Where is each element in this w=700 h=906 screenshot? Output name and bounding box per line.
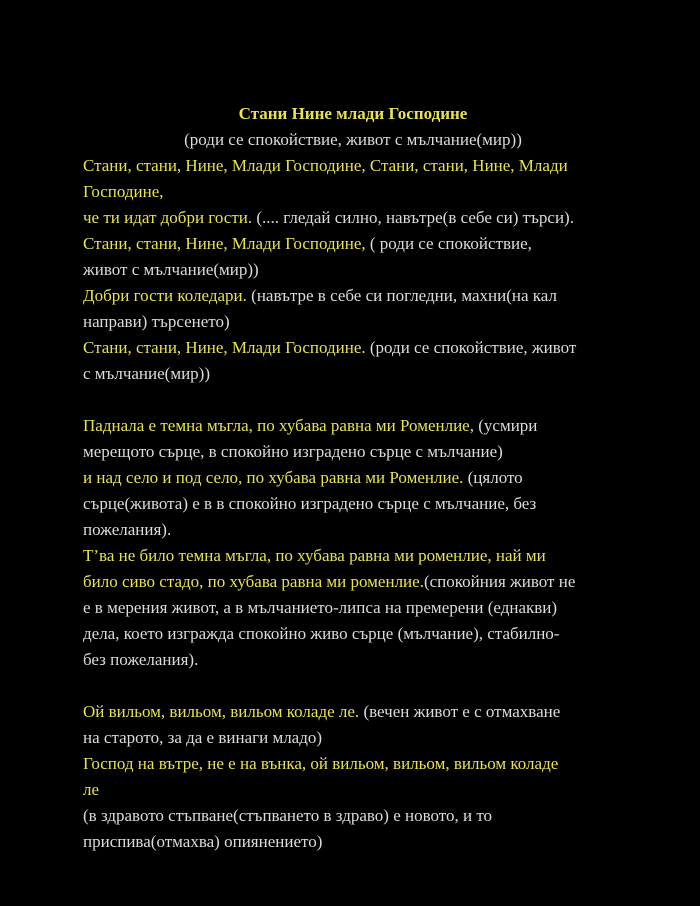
page-title: Стани Нине млади Господине (238, 104, 468, 123)
lyric-segment: Ой вильом, вильом, вильом коладе ле. (83, 702, 364, 721)
commentary-segment: приспива(отмахва) опиянението) (83, 832, 323, 851)
commentary-segment: мерещото сърце, в спокойно изградено сърце с мълчание) (83, 442, 503, 461)
text-line (83, 517, 623, 543)
commentary-segment: (вечен живот е с отмахване (363, 702, 561, 721)
text-line (83, 179, 623, 205)
text-line (83, 829, 623, 855)
commentary-segment: (цялото (467, 468, 523, 487)
text-line (83, 283, 623, 309)
text-line (83, 465, 623, 491)
lyric-segment: Т’ва не било темна мъгла, по хубава равна ми роменлие, най ми (83, 546, 546, 565)
commentary-segment: е в мерения живот, а в мълчанието-липса на премерени (еднакви) (83, 598, 558, 617)
stanza-gap (83, 387, 623, 413)
commentary-segment: ( роди се спокойствие, (369, 234, 532, 253)
text-line (83, 777, 623, 803)
text-line (83, 205, 623, 231)
commentary-segment: направи) търсенето) (83, 312, 230, 331)
lyric-segment: Стани, стани, Нине, Млади Господине, Стани, стани, Нине, Млади (83, 156, 568, 175)
lyric-segment: Стани, стани, Нине, Млади Господине. (83, 338, 370, 357)
text-line (83, 491, 623, 517)
commentary-segment: на старото, за да е винаги младо) (83, 728, 323, 747)
text-line (83, 439, 623, 465)
text-line (83, 257, 623, 283)
text-line (83, 569, 623, 595)
text-line (83, 543, 623, 569)
text-line (83, 699, 623, 725)
stanza-gap (83, 673, 623, 699)
body-lines (83, 153, 623, 855)
lyric-segment: Господ на вътре, не е на вънка, ой вильом, вильом, вильом коладе (83, 754, 559, 773)
text-line (83, 595, 623, 621)
text-line (83, 231, 623, 257)
commentary-segment: (навътре в себе си погледни, махни(на кал (251, 286, 557, 305)
text-line (83, 751, 623, 777)
lyric-segment: и над село и под село, по хубава равна ми Роменлие. (83, 468, 468, 487)
lyric-segment: Стани, стани, Нине, Млади Господине, (83, 234, 370, 253)
commentary-segment: без пожелания). (83, 650, 199, 669)
lyric-segment: ле (83, 780, 100, 799)
commentary-segment: пожелания). (83, 520, 172, 539)
text-line (83, 361, 623, 387)
lyric-segment: Добри гости коледари. (83, 286, 252, 305)
subtitle: (роди се спокойствие, живот с мълчание(мир)) (184, 130, 522, 149)
text-line (83, 621, 623, 647)
commentary-segment: (.... гледай силно, навътре(в себе си) търси). (256, 208, 574, 227)
text-line (83, 153, 623, 179)
commentary-segment: дела, което изгражда спокойно живо сърце (мълчание), стабилно- (83, 624, 560, 643)
lyric-segment: било сиво стадо, по хубава равна ми роменлие. (83, 572, 424, 591)
commentary-segment: (роди се спокойствие, живот (369, 338, 577, 357)
commentary-segment: с мълчание(мир)) (83, 364, 211, 383)
commentary-segment: (усмири (478, 416, 538, 435)
commentary-segment: сърце(живота) е в в спокойно изградено сърце с мълчание, без (83, 494, 537, 513)
commentary-segment: живот с мълчание(мир)) (83, 260, 259, 279)
text-line (83, 725, 623, 751)
commentary-segment: (в здравото стъпване(стъпването в здраво) е новото, и то (83, 806, 493, 825)
lyric-segment: Господине, (83, 182, 164, 201)
lyric-segment: Паднала е темна мъгла, по хубава равна ми Роменлие, (83, 416, 479, 435)
lyrics-text-block (83, 101, 623, 855)
text-line (83, 647, 623, 673)
text-line (83, 413, 623, 439)
commentary-segment: (спокойния живот не (423, 572, 576, 591)
text-line (83, 803, 623, 829)
text-line (83, 309, 623, 335)
lyric-segment: че ти идат добри гости. (83, 208, 257, 227)
text-line (83, 335, 623, 361)
